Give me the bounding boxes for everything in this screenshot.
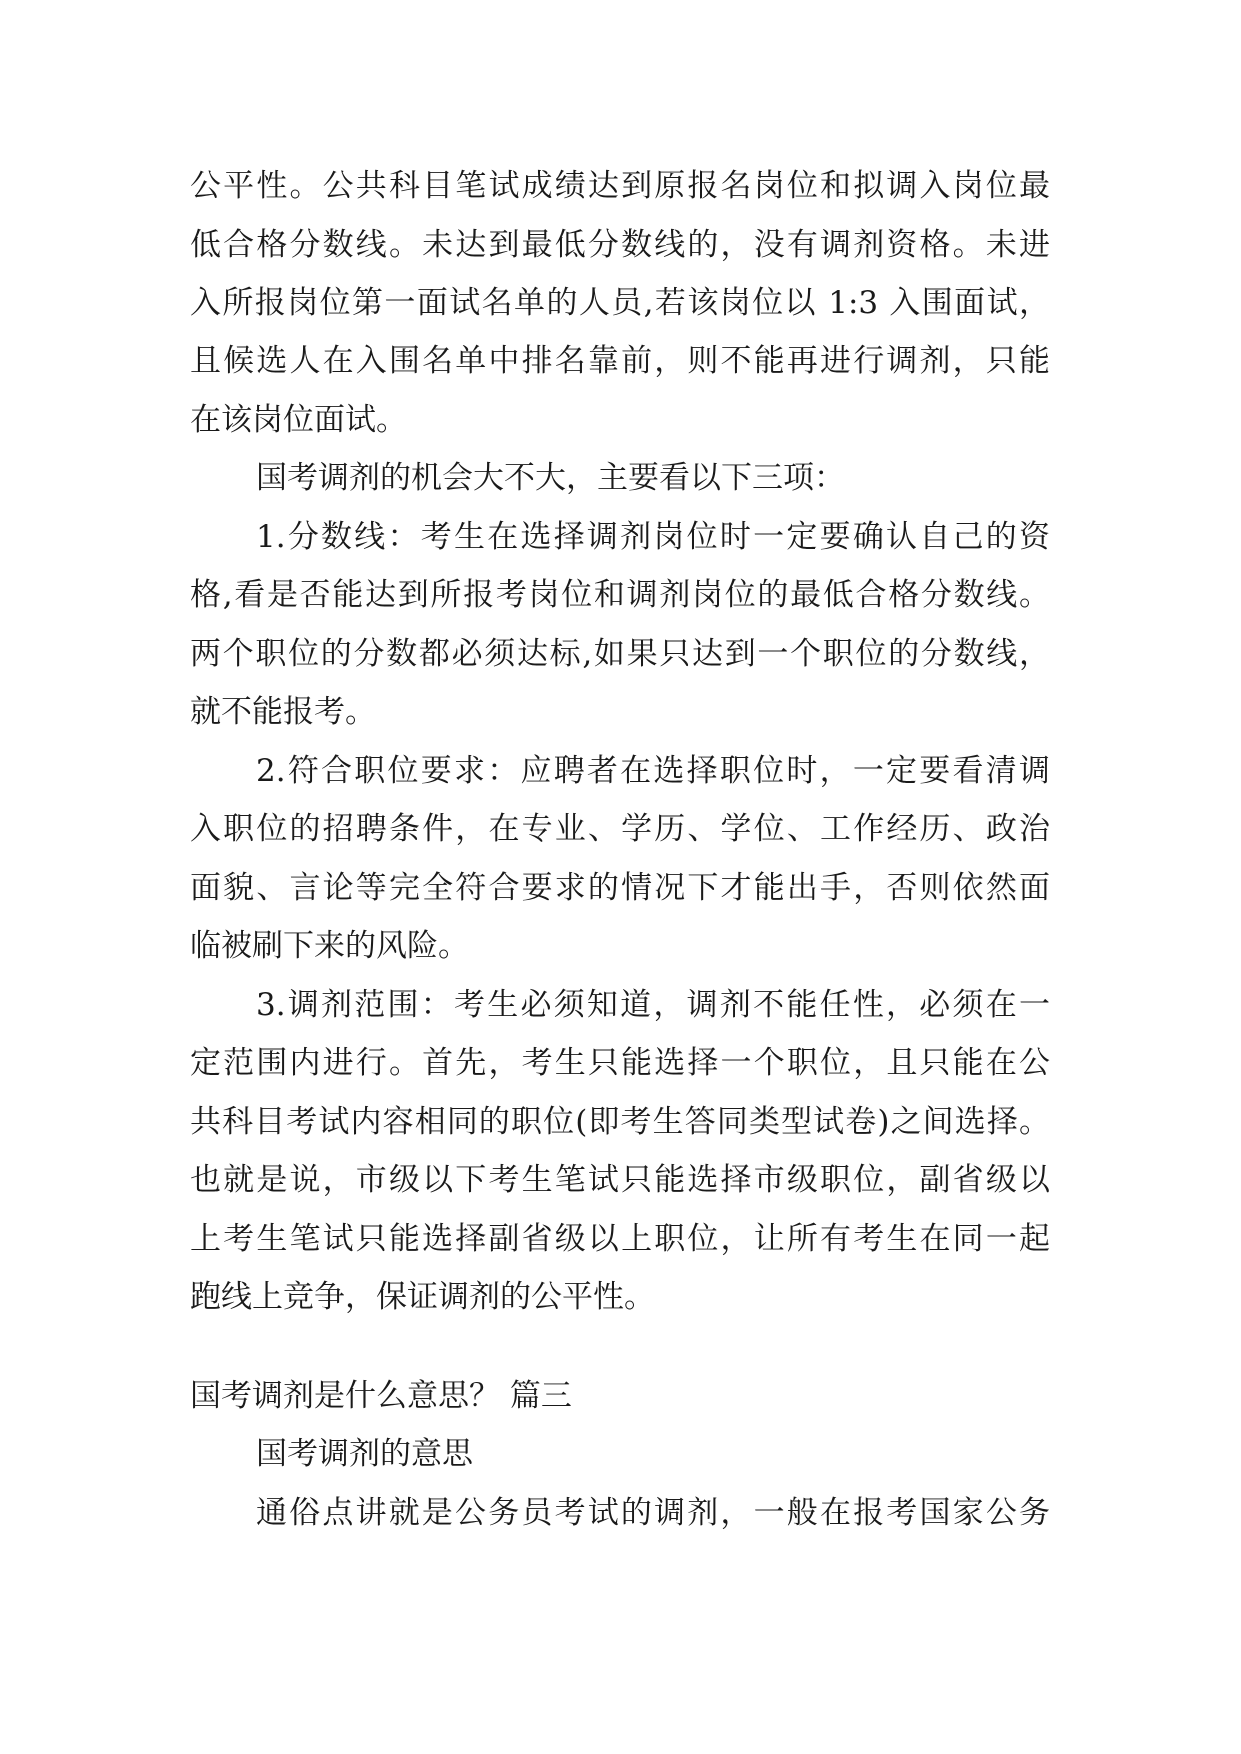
paragraph-line: 且候选人在入围名单中排名靠前，则不能再进行调剂，只能 [190,343,1050,379]
list-item-line: 也就是说，市级以下考生笔试只能选择市级职位，副省级以 [190,1162,1050,1198]
list-item-line: 1.分数线：考生在选择调剂岗位时一定要确认自己的资 [256,519,1050,555]
paragraph-line: 国考调剂的机会大不大，主要看以下三项： [256,460,845,496]
list-item-line: 上考生笔试只能选择副省级以上职位，让所有考生在同一起 [190,1221,1050,1257]
paragraph-line: 公平性。公共科目笔试成绩达到原报名岗位和拟调入岗位最 [190,168,1050,204]
list-item-line: 入职位的招聘条件，在专业、学历、学位、工作经历、政治 [190,811,1050,847]
list-item-line: 两个职位的分数都必须达标,如果只达到一个职位的分数线， [190,636,1050,672]
paragraph-line: 国考调剂的意思 [256,1436,473,1472]
list-item-line: 就不能报考。 [190,694,376,730]
list-item-line: 定范围内进行。首先，考生只能选择一个职位，且只能在公 [190,1045,1050,1081]
paragraph-line: 低合格分数线。未达到最低分数线的，没有调剂资格。未进 [190,227,1050,263]
section-heading: 国考调剂是什么意思？ 篇三 [190,1378,572,1414]
list-item-line: 面貌、言论等完全符合要求的情况下才能出手，否则依然面 [190,870,1050,906]
list-item-line: 格,看是否能达到所报考岗位和调剂岗位的最低合格分数线。 [190,577,1050,613]
paragraph-line: 在该岗位面试。 [190,402,407,438]
list-item-line: 共科目考试内容相同的职位(即考生答同类型试卷)之间选择。 [190,1104,1050,1140]
list-item-line: 2.符合职位要求：应聘者在选择职位时，一定要看清调 [256,753,1050,789]
paragraph-line: 通俗点讲就是公务员考试的调剂，一般在报考国家公务 [256,1495,1050,1531]
list-item-line: 跑线上竞争，保证调剂的公平性。 [190,1279,655,1315]
list-item-line: 3.调剂范围：考生必须知道，调剂不能任性，必须在一 [256,987,1050,1023]
list-item-line: 临被刷下来的风险。 [190,928,469,964]
paragraph-line: 入所报岗位第一面试名单的人员,若该岗位以 1:3 入围面试， [190,285,1050,321]
